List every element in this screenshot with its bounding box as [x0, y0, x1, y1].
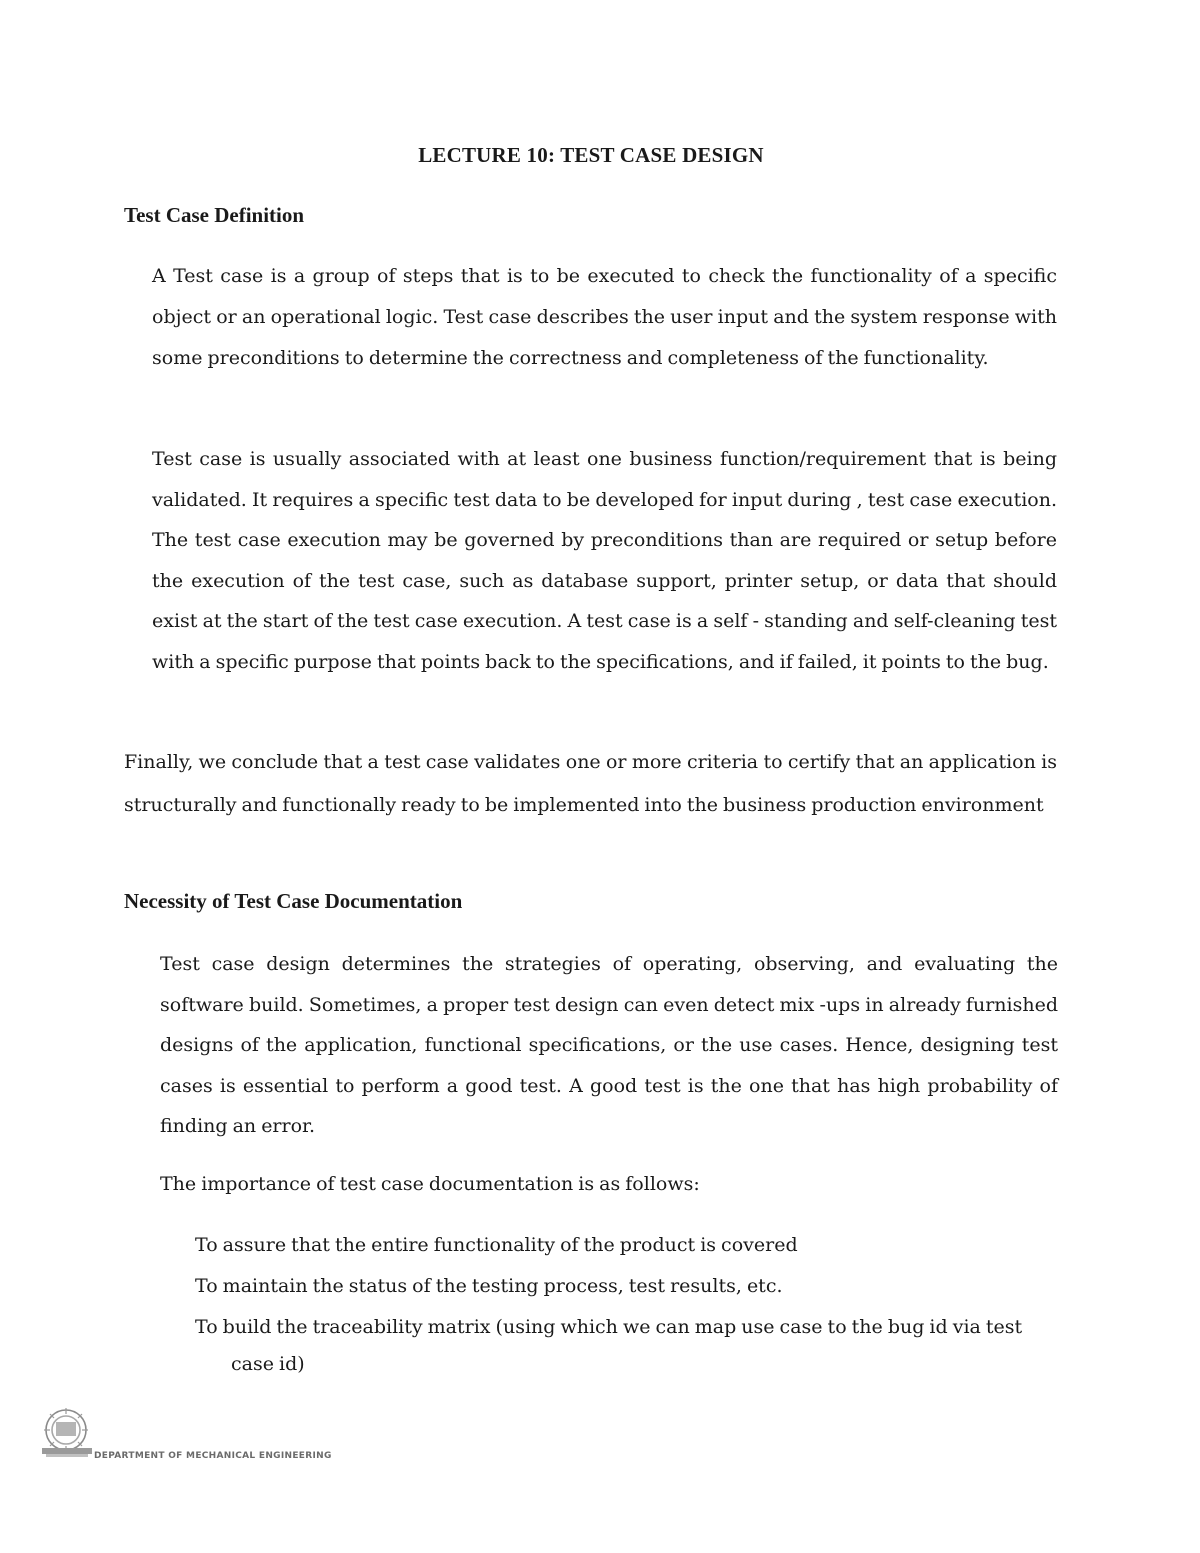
importance-list — [195, 1227, 1035, 1387]
paragraph-definition-2: Test case is usually associated with at least one business function/requirement that is being validated. It requires a specific test data to be developed for input during , test case execution. The test case execution may be governed by preconditions than are required or setup before the execution of the test case, such as database support, printer setup, or data that should exist at the start of the test case execution. A test case is a self - standing and self-cleaning test with a specific purpose that points back to the specifications, and if failed, it points to the bug. — [152, 448, 1057, 673]
lecture-title: LECTURE 10: TEST CASE DESIGN — [418, 143, 764, 167]
list-item — [195, 1309, 1035, 1383]
section-heading-necessity: Necessity of Test Case Documentation — [124, 889, 463, 913]
college-emblem-icon — [36, 1404, 306, 1474]
paragraph-necessity-1: Test case design determines the strategies of operating, observing, and evaluating the software build. Sometimes, a proper test design can even detect mix -ups in already furnished designs of the application, functional specifications, or the use cases. Hence, designing test cases is essential to perform a good test. A good test is the one that has high probability of finding an error. — [160, 953, 1058, 1137]
paragraph-definition-1: A Test case is a group of steps that is to be executed to check the functionality of a specific object or an operational logic. Test case describes the user input and the system response with some preconditions to determine the correctness and completeness of the functionality. — [152, 265, 1057, 369]
paragraph-importance-intro: The importance of test case documentation is as follows: — [160, 1173, 700, 1195]
list-item: To maintain the status of the testing process, test results, etc. — [195, 1275, 783, 1297]
paragraph-conclusion: Finally, we conclude that a test case validates one or more criteria to certify that an application is structurally and functionally ready to be implemented into the business production environment — [124, 751, 1057, 816]
list-item: To assure that the entire functionality of the product is covered — [195, 1234, 798, 1256]
department-label: DEPARTMENT OF MECHANICAL ENGINEERING — [94, 1451, 332, 1461]
section-heading-definition: Test Case Definition — [124, 203, 305, 227]
list-item-text: To build the traceability matrix (using which we can map use case to the bug id via test — [195, 1316, 1023, 1338]
list-item-continuation: case id) — [231, 1353, 305, 1375]
